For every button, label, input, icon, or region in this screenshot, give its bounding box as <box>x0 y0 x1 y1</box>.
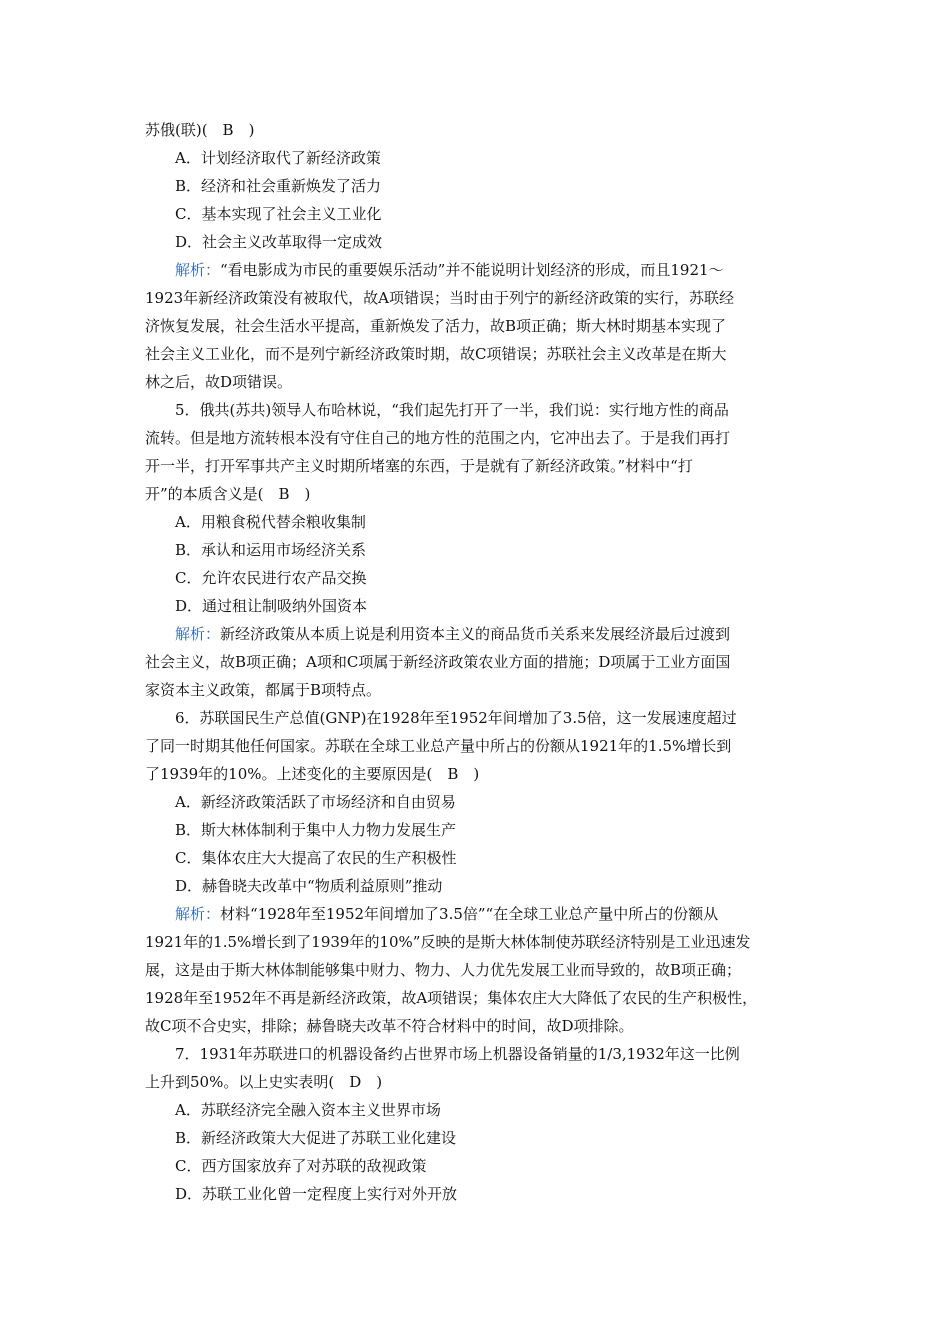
analysis-text: 济恢复发展，社会生活水平提高，重新焕发了活力，故B项正确；斯大林时期基本实现了 <box>145 317 727 335</box>
option-line: C．集体农庄大大提高了农民的生产积极性 <box>175 849 457 867</box>
option-line: C．基本实现了社会主义工业化 <box>175 205 382 223</box>
option-line: A．苏联经济完全融入资本主义世界市场 <box>175 1101 441 1119</box>
question-line: 了1939年的10%。上述变化的主要原因是( B ) <box>145 765 480 783</box>
analysis-label: 解析： <box>175 625 221 643</box>
analysis-line <box>145 620 810 648</box>
option-line: C．允许农民进行农产品交换 <box>175 569 367 587</box>
analysis-line <box>145 1012 810 1040</box>
option-line: C．西方国家放弃了对苏联的敌视政策 <box>175 1157 427 1175</box>
question-line: 开”的本质含义是( B ) <box>145 485 311 503</box>
question-line: 开一半，打开军事共产主义时期所堵塞的东西，于是就有了新经济政策。”材料中“打 <box>145 457 693 475</box>
document-page <box>145 116 810 1208</box>
option-line: A．用粮食税代替余粮收集制 <box>175 513 366 531</box>
analysis-text: 1928年至1952年不再是新经济政策，故A项错误；集体农庄大大降低了农民的生产积极性， <box>145 989 758 1007</box>
analysis-text: 故C项不合史实，排除；赫鲁晓夫改革不符合材料中的时间，故D项排除。 <box>145 1017 634 1035</box>
option-line: A．新经济政策活跃了市场经济和自由贸易 <box>175 793 456 811</box>
option-line: A．计划经济取代了新经济政策 <box>175 149 381 167</box>
analysis-line <box>145 648 810 676</box>
analysis-text: 社会主义工业化，而不是列宁新经济政策时期，故C项错误；苏联社会主义改革是在斯大 <box>145 345 727 363</box>
analysis-text: 1923年新经济政策没有被取代，故A项错误；当时由于列宁的新经济政策的实行，苏联经 <box>145 289 735 307</box>
analysis-text: 家资本主义政策，都属于B项特点。 <box>145 681 382 699</box>
analysis-text: 社会主义，故B项正确；A项和C项属于新经济政策农业方面的措施；D项属于工业方面国 <box>145 653 731 671</box>
question-line: 5．俄共(苏共)领导人布哈林说，“我们起先打开了一半，我们说：实行地方性的商品 <box>175 401 729 419</box>
analysis-label: 解析： <box>175 905 221 923</box>
analysis-line <box>145 284 810 312</box>
option-line: D．社会主义改革取得一定成效 <box>175 233 383 251</box>
question-line: 上升到50%。以上史实表明( D ) <box>145 1073 383 1091</box>
analysis-label: 解析： <box>175 261 221 279</box>
option-line: D．苏联工业化曾一定程度上实行对外开放 <box>175 1185 458 1203</box>
analysis-line <box>145 900 810 928</box>
analysis-text: “看电影成为市民的重要娱乐活动”并不能说明计划经济的形成，而且1921～ <box>220 261 724 279</box>
analysis-text: 展，这是由于斯大林体制能够集中财力、物力、人力优先发展工业而导致的，故B项正确； <box>145 961 742 979</box>
option-line: B．经济和社会重新焕发了活力 <box>175 177 382 195</box>
analysis-line <box>145 984 810 1012</box>
analysis-line <box>145 368 810 396</box>
option-line: D．通过租让制吸纳外国资本 <box>175 597 368 615</box>
analysis-line <box>145 956 810 984</box>
analysis-text: 林之后，故D项错误。 <box>145 373 293 391</box>
analysis-line <box>145 312 810 340</box>
question-line: 6．苏联国民生产总值(GNP)在1928年至1952年间增加了3.5倍，这一发展速度超过 <box>175 709 737 727</box>
analysis-line <box>145 256 810 284</box>
analysis-text: 新经济政策从本质上说是利用资本主义的商品货币关系来发展经济最后过渡到 <box>220 625 731 643</box>
question-line: 流转。但是地方流转根本没有守住自己的地方性的范围之内，它冲出去了。于是我们再打 <box>145 429 731 447</box>
analysis-line <box>145 676 810 704</box>
question-line: 7．1931年苏联进口的机器设备约占世界市场上机器设备销量的1/3,1932年这一比例 <box>175 1045 740 1063</box>
option-line: B．斯大林体制利于集中人力物力发展生产 <box>175 821 457 839</box>
analysis-text: 1921年的1.5%增长到了1939年的10%”反映的是斯大林体制使苏联经济特别是工业迅速发 <box>145 933 751 951</box>
question-line: 了同一时期其他任何国家。苏联在全球工业总产量中所占的份额从1921年的1.5%增长到 <box>145 737 732 755</box>
question-stem-line: 苏俄(联)( B ) <box>145 121 255 139</box>
analysis-line <box>145 340 810 368</box>
option-line: D．赫鲁晓夫改革中“物质利益原则”推动 <box>175 877 443 895</box>
option-line: B．新经济政策大大促进了苏联工业化建设 <box>175 1129 457 1147</box>
option-line: B．承认和运用市场经济关系 <box>175 541 367 559</box>
analysis-text: 材料“1928年至1952年间增加了3.5倍”“在全球工业总产量中所占的份额从 <box>220 905 719 923</box>
analysis-line <box>145 928 810 956</box>
